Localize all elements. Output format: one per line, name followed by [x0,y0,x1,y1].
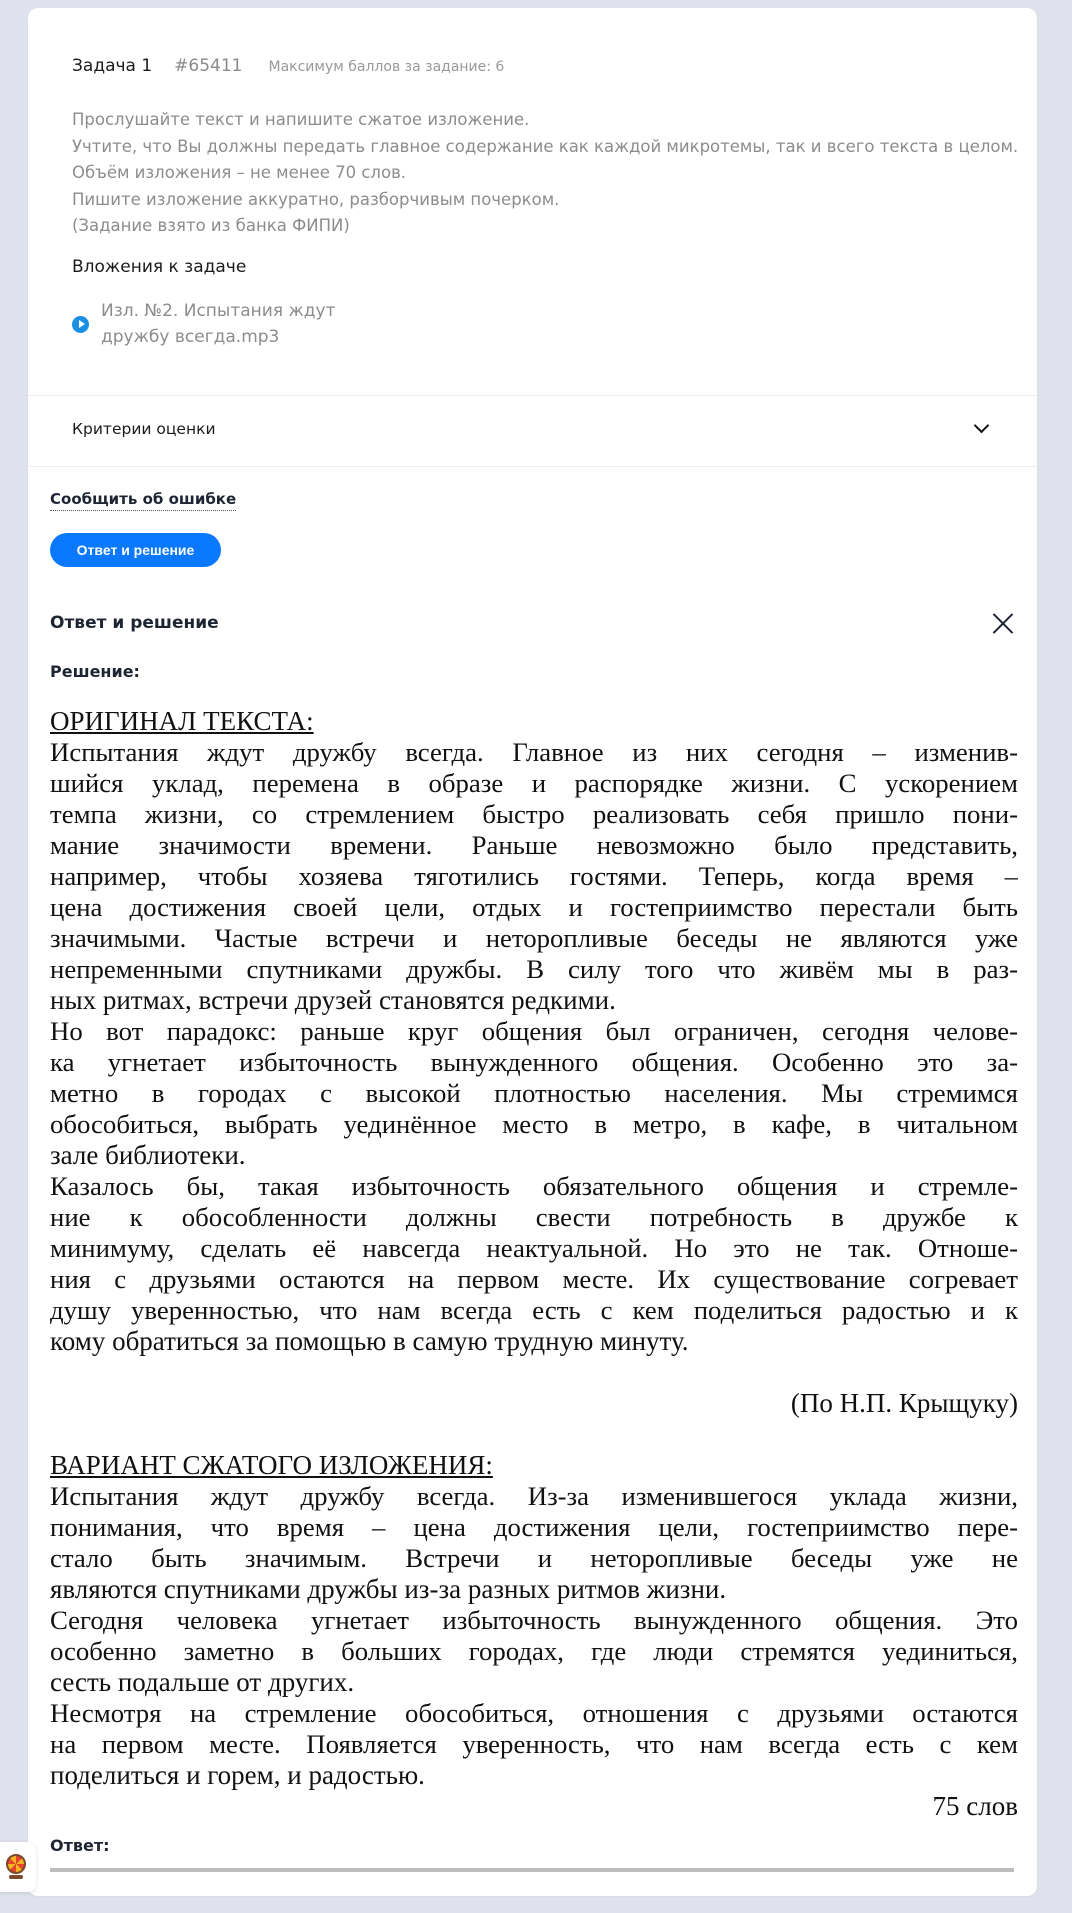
text-line: на первом месте. Появляется уверенность, что нам всегда есть с кем [50,1729,1018,1759]
attachment-name[interactable]: Изл. №2. Испытания ждут дружбу всегда.mp3 [101,301,336,347]
task-title: Задача 1 [72,56,153,76]
text-line: непременными спутниками дружбы. В силу того что живём мы в раз- [50,954,1018,984]
text-line: минимуму, сделать её навсегда неактуальной. Но это не так. Отноше- [50,1233,1018,1263]
text-line: мание значимости времени. Раньше невозможно было представить, [50,830,1018,860]
text-line: особенно заметно в больших городах, где люди стремятся уединиться, [50,1636,1018,1666]
text-line: Сегодня человека угнетает избыточность вынужденного общения. Это [50,1605,1018,1635]
instruction-line: Прослушайте текст и напишите сжатое изложение. [72,110,530,129]
task-header [72,56,504,76]
task-id: #65411 [174,56,243,76]
text-line: Испытания ждут дружбу всегда. Главное из них сегодня – изменив- [50,737,1018,767]
task-instructions [72,107,1018,240]
author-credit: (По Н.П. Крыщуку) [790,1388,1018,1418]
text-line: шийся уклад, перемена в образе и распорядке жизни. С ускорением [50,768,1018,798]
text-line: ных ритмах, встречи друзей становятся редкими. [50,985,616,1015]
fortune-wheel-widget[interactable] [0,1842,36,1892]
instruction-line: (Задание взято из банка ФИПИ) [72,216,350,235]
instruction-line: Учтите, что Вы должны передать главное содержание как каждой микротемы, так и всего текста в целом. [72,136,1019,156]
text-line: темпа жизни, со стремлением быстро реализовать себя пришло пони- [50,799,1018,829]
solution-text [50,706,1018,1822]
attachments-title: Вложения к задаче [72,257,247,277]
text-line: Но вот парадокс: раньше круг общения был ограничен, сегодня челове- [50,1016,1018,1046]
answer-solution-button[interactable]: Ответ и решение [50,533,221,567]
text-line: Казалось бы, такая избыточность обязательного общения и стремле- [50,1171,1018,1201]
text-line: сесть подальше от других. [50,1667,355,1697]
text-line: понимания, что время – цена достижения цели, гостеприимство пере- [50,1512,1018,1542]
solution-label: Решение: [50,662,140,681]
text-line: Несмотря на стремление обособиться, отношения с друзьями остаются [50,1698,1018,1728]
solution-panel-title: Ответ и решение [50,613,219,633]
word-count: 75 слов [932,1791,1018,1821]
text-line: кому обратиться за помощью в самую трудную минуту. [50,1326,689,1356]
fortune-wheel-stand [9,1875,23,1879]
answer-field [50,1868,1014,1872]
text-line: например, чтобы хозяева тяготились гостями. Теперь, когда время – [50,861,1018,891]
close-icon[interactable] [992,612,1014,634]
text-line: стало быть значимым. Встречи и неторопливые беседы уже не [50,1543,1018,1573]
fortune-wheel-icon [6,1854,26,1874]
attachment-item[interactable] [72,298,341,350]
text-line: метно в городах с высокой плотностью населения. Мы стремимся [50,1078,1018,1108]
answer-label: Ответ: [50,1836,110,1855]
task-max-points: Максимум баллов за задание: 6 [268,59,505,75]
text-line: обособиться, выбрать уединённое место в метро, в кафе, в читальном [50,1109,1018,1139]
report-error-link[interactable]: Сообщить об ошибке [50,490,236,511]
divider [28,395,1037,396]
instruction-line: Пишите изложение аккуратно, разборчивым почерком. [72,189,560,209]
text-line: ка угнетает избыточность вынужденного общения. Особенно это за- [50,1047,1018,1077]
play-icon[interactable] [72,316,89,333]
text-line: Испытания ждут дружбу всегда. Из-за изменившегося уклада жизни, [50,1481,1018,1511]
criteria-toggle-label[interactable]: Критерии оценки [72,420,216,438]
text-line: зале библиотеки. [50,1140,246,1170]
text-line: душу уверенностью, что нам всегда есть с кем поделиться радостью и к [50,1295,1018,1325]
divider [28,466,1037,467]
text-line: ния с друзьями остаются на первом месте. Их существование согревает [50,1264,1018,1294]
text-line: ние к обособленности должны свести потребность в дружбе к [50,1202,1018,1232]
text-line: поделиться и горем, и радостью. [50,1760,425,1790]
original-heading: ОРИГИНАЛ ТЕКСТА: [50,706,314,736]
text-line: цена достижения своей цели, отдых и гостеприимство перестали быть [50,892,1018,922]
text-line: значимыми. Частые встречи и неторопливые беседы не являются уже [50,923,1018,953]
text-line: являются спутниками дружбы из-за разных ритмов жизни. [50,1574,727,1604]
summary-heading: ВАРИАНТ СЖАТОГО ИЗЛОЖЕНИЯ: [50,1450,493,1480]
instruction-line: Объём изложения – не менее 70 слов. [72,163,407,182]
